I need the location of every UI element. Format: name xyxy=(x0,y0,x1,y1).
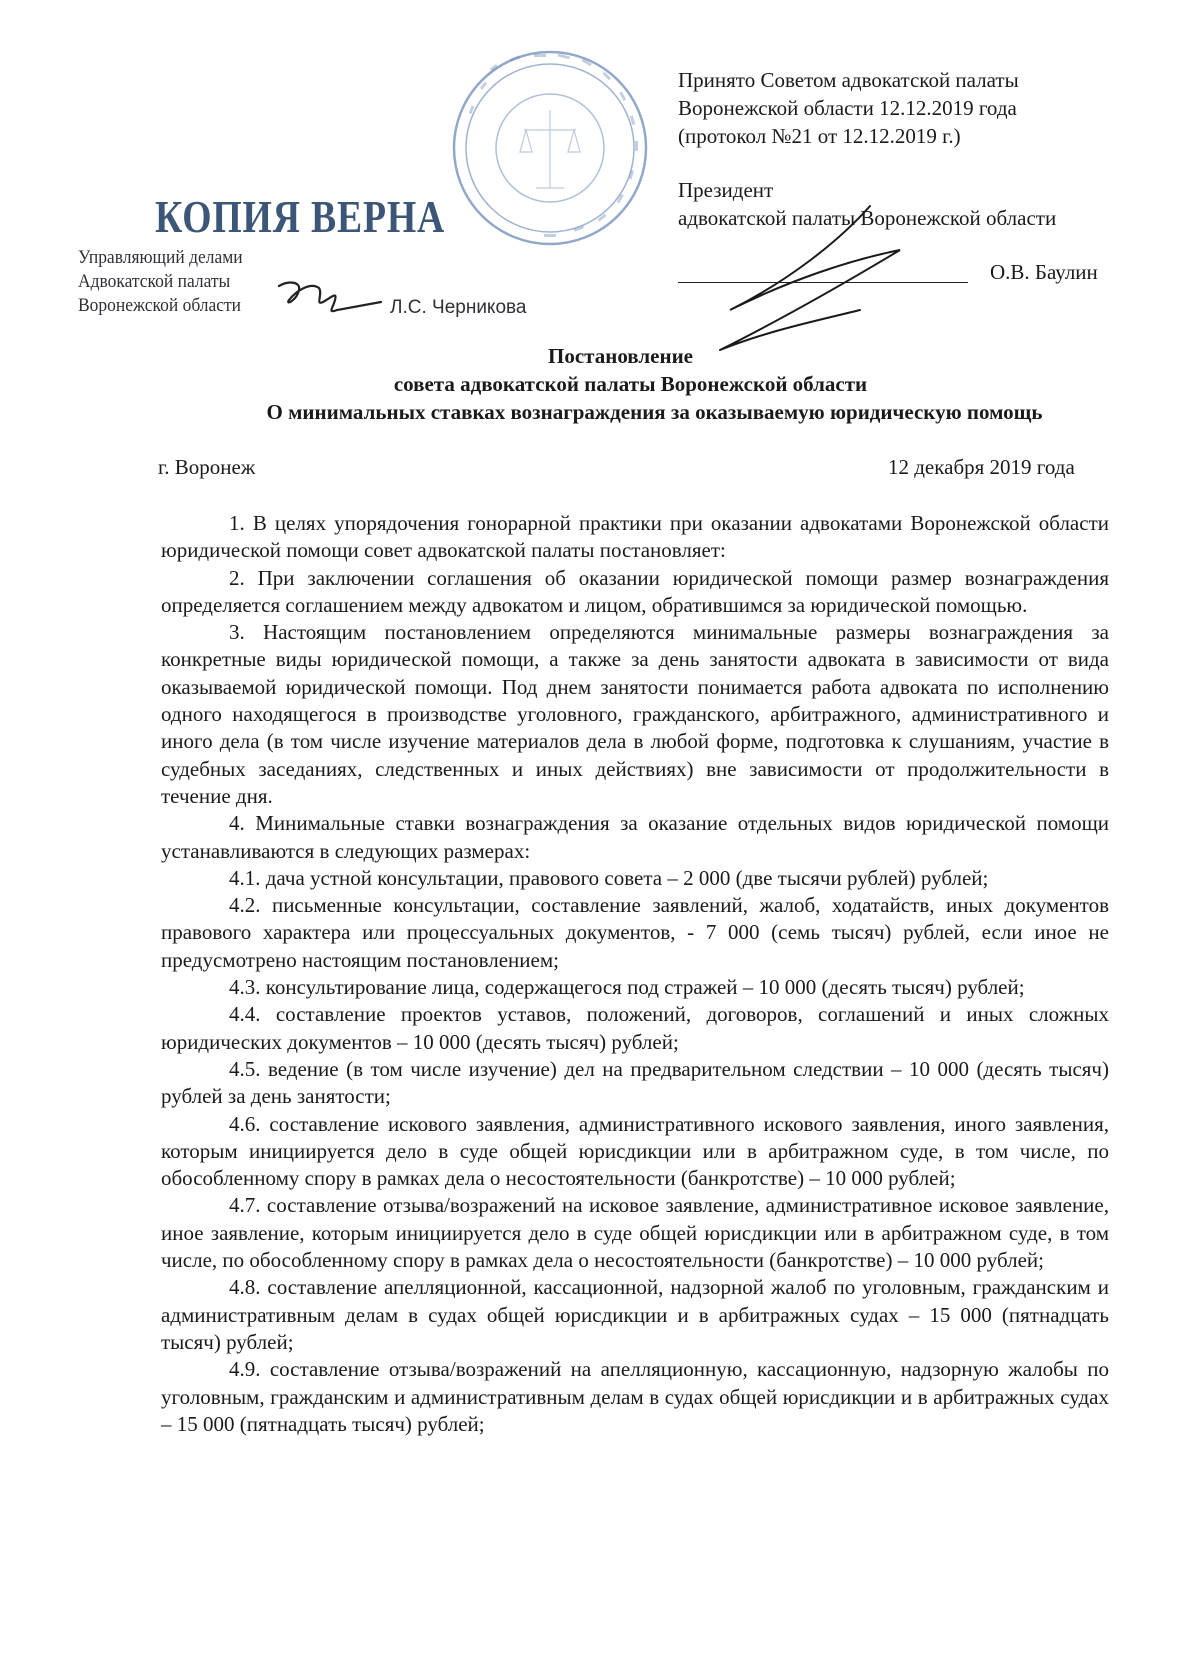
round-seal-icon xyxy=(450,48,650,248)
president-title: Президент xyxy=(678,178,774,202)
manager-block xyxy=(78,246,243,318)
manager-signature-icon xyxy=(275,272,385,322)
president-org: адвокатской палаты Воронежской области xyxy=(678,206,1057,230)
accepted-line: Принято Советом адвокатской палаты xyxy=(678,68,1019,92)
title-line-1: Постановление xyxy=(548,344,693,368)
paragraph: 3. Настоящим постановлением определяются минимальные размеры вознаграждения за конкретные виды юридической помощи, а также за день занятости адвоката в зависимости от вида оказываемой юридической помощи. Под днем занятости понимается работа адвоката по исполнению одного находящегося в производстве уголовного, гражданского, арбитражного, административного и иного дела (в том числе изучение материалов дела в любой форме, подготовка к слушаниям, участие в судебных заседаниях, следственных и иных действиях) вне зависимости от продолжительности в течение дня. xyxy=(161,620,1109,808)
paragraph: 4.2. письменные консультации, составление заявлений, жалоб, ходатайств, иных документов правового характера или процессуальных документов, - 7 000 (семь тысяч) рублей, если иное не предусмотрено настоящим постановлением; xyxy=(161,893,1109,972)
accepted-line: Воронежской области 12.12.2019 года xyxy=(678,96,1017,120)
manager-line: Воронежской области xyxy=(78,295,242,316)
paragraph: 4.8. составление апелляционной, кассационной, надзорной жалоб по уголовным, гражданским и административным делам в судах общей юрисдикции и в арбитражных судах – 15 000 (пятнадцать тысяч) рублей; xyxy=(161,1275,1109,1354)
paragraph: 4. Минимальные ставки вознаграждения за оказание отдельных видов юридической помощи устанавливаются в следующих размерах: xyxy=(161,811,1109,863)
president-name: О.В. Баулин xyxy=(990,260,1098,284)
title-line-2: совета адвокатской палаты Воронежской области xyxy=(393,372,868,396)
copy-verified-stamp: КОПИЯ ВЕРНА xyxy=(155,191,446,242)
paragraph: 1. В целях упорядочения гонорарной практики при оказании адвокатами Воронежской области юридической помощи совет адвокатской палаты постановляет: xyxy=(161,511,1109,563)
paragraph: 4.7. составление отзыва/возражений на исковое заявление, административное исковое заявление, иное заявление, которым инициируется дело в суде общей юрисдикции или в арбитражном суде, в том числе, по обособленному спору в рамках дела о несостоятельности (банкротстве) – 10 000 рублей; xyxy=(161,1193,1109,1273)
president-signature-icon xyxy=(700,200,960,360)
paragraph: 4.6. составление искового заявления, административного искового заявления, иного заявления, которым инициируется дело в суде общей юрисдикции или в арбитражном суде, в том числе, по обособленному спору в рамках дела о несостоятельности (банкротстве) – 10 000 рублей; xyxy=(161,1111,1109,1191)
paragraph: 4.4. составление проектов уставов, положений, договоров, соглашений и иных сложных юридических документов – 10 000 (десять тысяч) рублей; xyxy=(161,1002,1109,1054)
place: г. Воронеж xyxy=(158,455,256,479)
paragraph: 4.9. составление отзыва/возражений на апелляционную, кассационную, надзорную жалобы по уголовным, гражданским и административным делам в судах общей юрисдикции и в арбитражных судах – 15 000 (пятнадцать тысяч) рублей; xyxy=(161,1357,1109,1436)
manager-line: Адвокатской палаты xyxy=(78,271,231,292)
manager-line: Управляющий делами xyxy=(78,247,243,268)
manager-name: Л.С. Черникова xyxy=(390,297,527,318)
accepted-block xyxy=(678,66,1019,150)
document-date: 12 декабря 2019 года xyxy=(888,455,1075,479)
paragraph: 2. При заключении соглашения об оказании юридической помощи размер вознаграждения определяется соглашением между адвокатом и лицом, обратившимся за юридической помощью. xyxy=(161,565,1109,617)
document-title xyxy=(0,342,1191,426)
paragraph: 4.5. ведение (в том числе изучение) дел на предварительном следствии – 10 000 (десять тысяч) рублей за день занятости; xyxy=(161,1056,1109,1109)
paragraph: 4.1. дача устной консультации, правового совета – 2 000 (две тысячи рублей) рублей; xyxy=(229,865,989,890)
accepted-line: (протокол №21 от 12.12.2019 г.) xyxy=(678,124,961,148)
document-body xyxy=(161,510,1109,1438)
paragraph: 4.3. консультирование лица, содержащегося под стражей – 10 000 (десять тысяч) рублей; xyxy=(229,975,1025,1000)
title-line-3: О минимальных ставках вознаграждения за оказываемую юридическую помощь xyxy=(266,400,1043,424)
